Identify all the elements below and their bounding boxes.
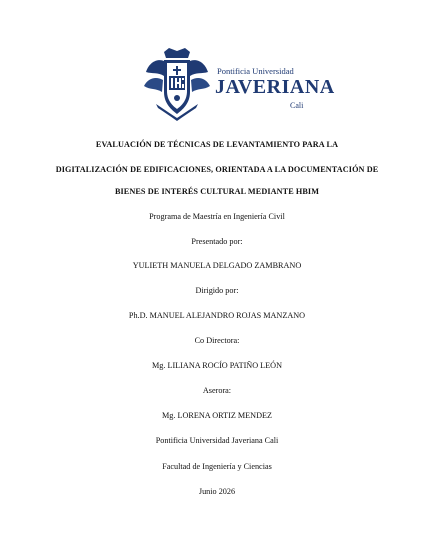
university-logo bbox=[142, 46, 335, 122]
thesis-title-line-3: BIENES DE INTERÉS CULTURAL MEDIANTE HBIM bbox=[114, 187, 320, 196]
thesis-title-line-2: DIGITALIZACIÓN DE EDIFICACIONES, ORIENTADA A LA DOCUMENTACIÓN DE bbox=[55, 165, 379, 174]
co-director-label: Co Directora: bbox=[194, 336, 240, 345]
director-name: Ph.D. MANUEL ALEJANDRO ROJAS MANZANO bbox=[128, 311, 306, 320]
faculty-name: Facultad de Ingeniería y Ciencias bbox=[162, 462, 272, 471]
advisor-name: Mg. LORENA ORTIZ MENDEZ bbox=[161, 411, 273, 420]
program-name: Programa de Maestría en Ingeniería Civil bbox=[149, 212, 285, 221]
presented-by-label: Presentado por: bbox=[191, 237, 243, 246]
logo-university-name: JAVERIANA bbox=[215, 76, 335, 98]
javeriana-crest-icon bbox=[142, 46, 212, 122]
submission-date: Junio 2026 bbox=[198, 487, 236, 496]
author-name: YULIETH MANUELA DELGADO ZAMBRANO bbox=[132, 261, 302, 270]
thesis-title-line-1: EVALUACIÓN DE TÉCNICAS DE LEVANTAMIENTO PARA LA bbox=[95, 140, 339, 149]
logo-university-small-text: Pontificia Universidad bbox=[217, 66, 294, 76]
co-director-name: Mg. LILIANA ROCÍO PATIÑO LEÓN bbox=[151, 361, 282, 370]
advisor-label: Aserora: bbox=[202, 386, 232, 395]
directed-by-label: Dirigido por: bbox=[195, 286, 239, 295]
university-name: Pontificia Universidad Javeriana Cali bbox=[155, 436, 279, 445]
logo-city: Cali bbox=[290, 101, 304, 110]
